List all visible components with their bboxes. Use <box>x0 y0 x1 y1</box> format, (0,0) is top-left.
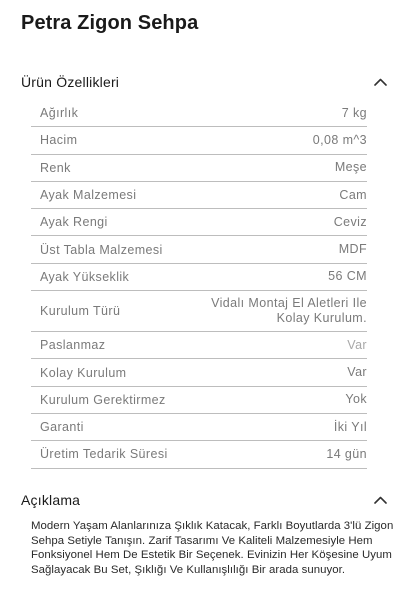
spec-value: 0,08 m^3 <box>312 132 367 147</box>
product-title: Petra Zigon Sehpa <box>21 12 199 34</box>
spec-name: Ayak Yükseklik <box>40 269 130 284</box>
spec-name: Renk <box>40 160 71 175</box>
spec-name: Garanti <box>40 420 84 435</box>
spec-row <box>31 155 367 182</box>
spec-row <box>31 236 367 263</box>
spec-value: Var <box>347 365 367 380</box>
spec-name: Kolay Kurulum <box>40 365 127 380</box>
spec-value: İki Yıl <box>333 419 367 434</box>
spec-value: 14 gün <box>326 446 367 461</box>
spec-value: Var <box>347 337 367 352</box>
spec-row <box>31 387 367 414</box>
spec-name: Hacim <box>40 133 78 148</box>
spec-value: Cam <box>339 187 367 202</box>
spec-value: 56 CM <box>328 269 367 284</box>
spec-name: Kurulum Gerektirmez <box>40 392 166 407</box>
spec-row <box>31 100 367 127</box>
spec-value: MDF <box>338 242 367 257</box>
spec-row <box>31 182 367 209</box>
spec-name: Ağırlık <box>40 106 79 121</box>
spec-row <box>31 264 367 291</box>
spec-name: Ayak Rengi <box>40 215 108 230</box>
spec-name: Ayak Malzemesi <box>40 188 137 203</box>
spec-name: Üst Tabla Malzemesi <box>40 242 163 257</box>
specs-table <box>31 100 367 469</box>
spec-row <box>31 332 367 359</box>
spec-value: 7 kg <box>341 105 367 120</box>
spec-value: Yok <box>345 392 367 407</box>
spec-name: Üretim Tedarik Süresi <box>40 447 168 462</box>
spec-row <box>31 127 367 154</box>
specs-section-toggle[interactable] <box>21 71 387 93</box>
spec-row <box>31 441 367 468</box>
specs-section-title: Ürün Özellikleri <box>21 74 120 90</box>
spec-row <box>31 291 367 332</box>
spec-value: Meşe <box>334 160 367 175</box>
spec-name: Paslanmaz <box>40 338 106 353</box>
description-text: Modern Yaşam Alanlarınıza Şıklık Katacak, Farklı Boyutlarda 3'lü Zigon Sehpa Setiyle Tanışın. Zarif Tasarımı Ve Kaliteli Malzemesiyle Hem Fonksiyonel Hem De Estetik Bir Seçenek. Evinizin Her Köşesine Uyum Sağlayacak Bu Set, Şıklığı Ve Kullanışlılığı Bir arada sunuyor. <box>31 520 394 576</box>
description-section-toggle[interactable] <box>21 489 387 511</box>
spec-row <box>31 359 367 386</box>
spec-value: Ceviz <box>333 214 367 229</box>
spec-value: Vidalı Montaj El Aletleri Ile Kolay Kurulum. <box>211 296 367 326</box>
spec-row <box>31 209 367 236</box>
chevron-up-icon[interactable] <box>373 493 387 507</box>
spec-name: Kurulum Türü <box>40 304 121 319</box>
description-section-title: Açıklama <box>21 492 81 508</box>
chevron-up-icon[interactable] <box>373 75 387 89</box>
spec-row <box>31 414 367 441</box>
